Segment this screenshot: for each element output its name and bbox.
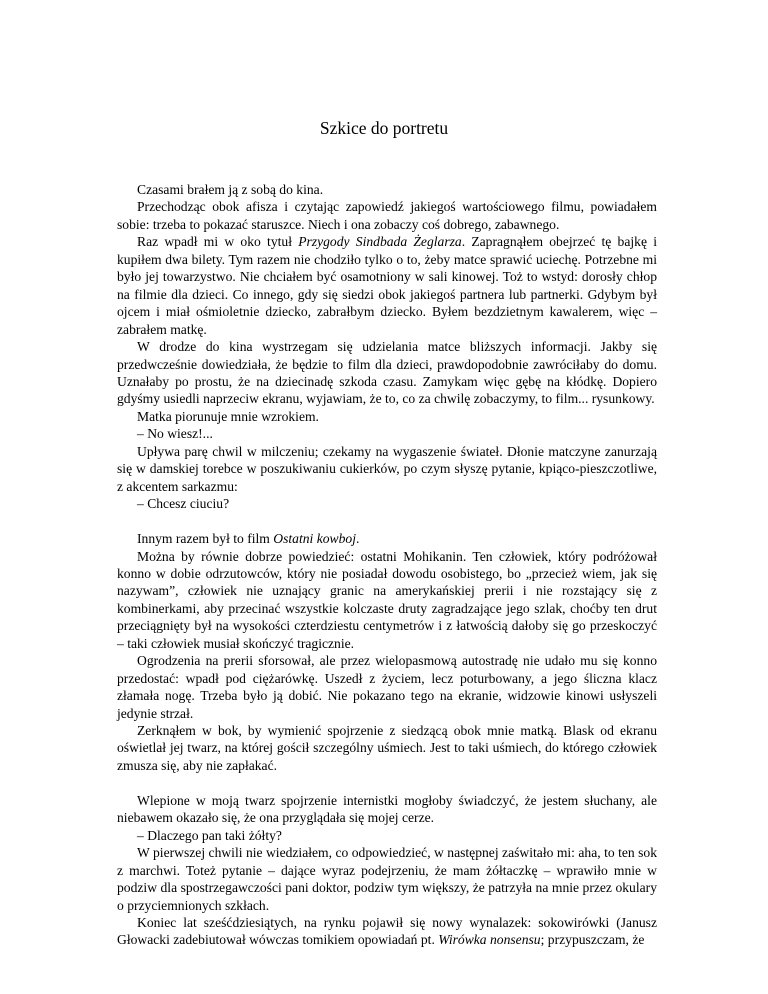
paragraph [117,233,657,338]
paragraph-text: Czasami brałem ją z sobą do kina. [137,182,324,197]
paragraph-text: W pierwszej chwili nie wiedziałem, co odpowiedzieć, w następnej zaświtało mi: aha, to ten sok z marchwi. Toteż pytanie – dające wyraz podejrzeniu, że mam żółtaczkę – wprawiło mnie w podziw dla spostrzegawczości pani doktor, podziw tym większy, że patrzyła na mnie przez okulary o przyciemnionych szkłach. [117,845,657,913]
italic-title-text: Ostatni kowboj [273,531,356,547]
paragraph-text: Upływa parę chwil w milczeniu; czekamy na wygaszenie świateł. Dłonie matczyne zanurzają się w damskiej torebce w poszukiwaniu cukierków, po czym słyszę pytanie, kpiąco-pieszczotliwe, z akcentem sarkazmu: [117,443,657,494]
paragraph-text: . Zapragnąłem obejrzeć tę bajkę i kupiłem dwa bilety. Tym razem nie chodziło tylko o to, żeby matce sprawić uciechę. Potrzebne mi było jej towarzystwo. Nie chciałem być osamotniony w sali kinowej. Toż to wstyd: dorosły chłop na filmie dla dzieci. Co innego, gdy się siedzi obok jakiegoś partnera lub partnerki. Gdybym był ojcem i miał ośmioletnie dziecko, zabrałbym dziecko. Byłem bezdzietnym kawalerem, więc – zabrałem matkę. [117,234,657,337]
page-title: Szkice do portretu [319,118,449,138]
paragraph [117,443,657,495]
paragraph [117,827,657,844]
paragraph-text: Przechodząc obok afisza i czytając zapowiedź jakiegoś wartościowego filmu, powiadałem sobie: trzeba to pokazać staruszce. Niech i ona zobaczy coś dobrego, zabawnego. [117,199,657,232]
paragraph [117,408,657,425]
paragraph-text: – Chcesz ciuciu? [137,496,230,512]
paragraph [117,338,657,408]
paragraph-text: Matka piorunuje mnie wzrokiem. [137,408,319,424]
paragraph [117,652,657,722]
paragraph-text: Koniec lat sześćdziesiątych, na rynku pojawił się nowy wynalazek: sokowirówki (Janusz Głowacki zadebiutował wówczas tomikiem opowiadań pt. [117,915,657,948]
paragraph-text: Raz wpadł mi w oko tytuł [137,234,299,250]
paragraph-text: – Dlaczego pan taki żółty? [137,827,282,843]
paragraph-text: – No wiesz!... [137,426,213,442]
italic-title-text: Przygody Sindbada Żeglarza [298,234,462,250]
paragraph-text: Zerknąłem w bok, by wymienić spojrzenie z siedzącą obok mnie matką. Blask od ekranu oświetlał jej twarz, na której gościł szczególny uśmiech. Jest to taki uśmiech, do którego człowiek zmusza się, aby nie zapłakać. [117,723,657,773]
paragraph [117,792,657,827]
paragraph [117,495,657,512]
italic-title-text: Wirówka nonsensu [438,932,541,948]
paragraph-text: ; przypuszczam, że [540,932,645,948]
paragraph [117,914,657,949]
body-text [117,181,657,949]
paragraph [117,530,657,547]
paragraph [117,722,657,774]
paragraph-text: . [356,531,360,547]
paragraph [117,844,657,914]
paragraph-text: Wlepione w moją twarz spojrzenie internistki mogłoby świadczyć, że jestem słuchany, ale niebawem okazało się, że ona przyglądała się mojej cerze. [117,792,657,826]
paragraph [117,198,657,233]
paragraph-text: Ogrodzenia na prerii sforsował, ale przez wielopasmową autostradę nie udało mu się konno przedostać: wpadł pod ciężarówkę. Uszedł z życiem, lecz poturbowany, a jego śliczna klacz złamała nogę. Trzeba było ją dobić. Nie pokazano tego na ekranie, widzowie kinowi usłyszeli jedynie strzał. [117,653,657,721]
paragraph [117,425,657,442]
paragraph-text: Można by równie dobrze powiedzieć: ostatni Mohikanin. Ten człowiek, który podróżował konno w dobie odrzutowców, który nie posiadał dowodu osobistego, bo „przecież wiem, jak się nazywam”, człowiek nie uznający granic na amerykańskiej prerii i nie rozstający się z kombinerkami, aby przecinać wszystkie kolczaste druty zagradzające jego szlak, choćby ten drut przeciągnięty był na wysokości czterdziestu centymetrów i z łatwością dałoby się go przeskoczyć – taki człowiek musiał skończyć tragicznie. [117,548,657,651]
paragraph [117,181,657,198]
paragraph-text: Innym razem był to film [137,531,274,547]
paragraph-text: W drodze do kina wystrzegam się udzielania matce bliższych informacji. Jakby się przedwcześnie dowiedziała, że będzie to film dla dzieci, prawdopodobnie zawróciłaby do domu. Uznałaby po prostu, że na dziecinadę szkoda czasu. Zamykam więc gębę na kłódkę. Dopiero gdyśmy usiedli naprzeciw ekranu, wyjawiam, że to, co za chwilę zobaczymy, to film... rysunkowy. [117,339,657,407]
paragraph [117,548,657,653]
